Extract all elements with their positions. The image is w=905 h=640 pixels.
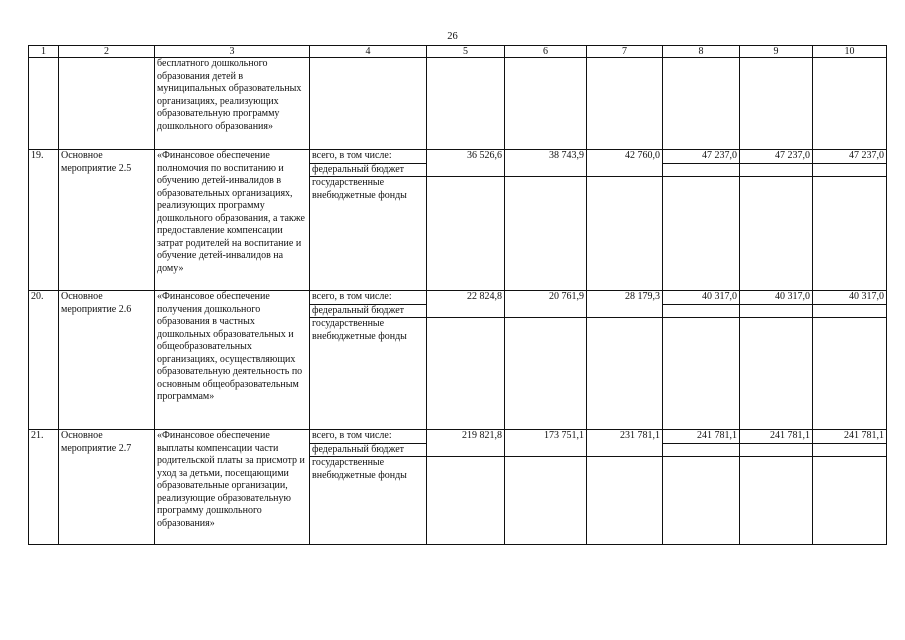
row-index: 21. (29, 430, 59, 545)
source-total: всего, в том числе: (310, 291, 427, 305)
source-offbudget: государственные внебюджетные фонды (310, 318, 427, 430)
column-header: 6 (505, 46, 587, 58)
column-header: 8 (663, 46, 740, 58)
column-header: 2 (59, 46, 155, 58)
source-offbudget: государственные внебюджетные фонды (310, 177, 427, 291)
table-cell (813, 304, 887, 318)
table-cell (505, 457, 587, 545)
row-description: «Финансовое обеспечение выплаты компенсации части родительской платы за присмотр и уход за детьми, посещающими образовательные организации, реализующие образовательную программу дошкольного образования» (155, 430, 310, 545)
row-description: «Финансовое обеспечение получения дошкольного образования в частных дошкольных образовательных и общеобразовательных организациях, осуществляющих образовательную деятельность по основным общеобразовательным программам» (155, 291, 310, 430)
column-header: 3 (155, 46, 310, 58)
value-cell: 173 751,1 (505, 430, 587, 457)
table-cell (663, 457, 740, 545)
table-cell (813, 318, 887, 430)
source-offbudget: государственные внебюджетные фонды (310, 457, 427, 545)
value-cell: 231 781,1 (587, 430, 663, 457)
table-cell (740, 177, 813, 291)
source-total: всего, в том числе: (310, 430, 427, 444)
value-cell: 36 526,6 (427, 150, 505, 177)
table-cell (427, 177, 505, 291)
value-cell: 42 760,0 (587, 150, 663, 177)
table-cell (310, 58, 427, 150)
value-cell: 20 761,9 (505, 291, 587, 318)
value-cell: 22 824,8 (427, 291, 505, 318)
value-cell: 219 821,8 (427, 430, 505, 457)
table-cell (505, 58, 587, 150)
table-cell (29, 58, 59, 150)
column-header: 10 (813, 46, 887, 58)
source-federal: федеральный бюджет (310, 443, 427, 457)
table-cell (587, 177, 663, 291)
page-number: 26 (447, 31, 458, 42)
value-cell: 47 237,0 (813, 150, 887, 164)
table-cell (505, 177, 587, 291)
value-cell: 241 781,1 (813, 430, 887, 444)
table-cell (587, 58, 663, 150)
row-index: 20. (29, 291, 59, 430)
value-cell: 241 781,1 (663, 430, 740, 444)
column-header: 9 (740, 46, 813, 58)
column-header: 4 (310, 46, 427, 58)
continuation-row (29, 58, 887, 150)
continuation-description: бесплатного дошкольного образования детей в муниципальных образовательных организациях, реализующих образовательную программу дошкольного образования» (155, 58, 310, 150)
table-cell (740, 304, 813, 318)
value-cell: 28 179,3 (587, 291, 663, 318)
value-cell: 241 781,1 (740, 430, 813, 444)
row-type: Основное мероприятие 2.7 (59, 430, 155, 545)
value-cell: 47 237,0 (740, 150, 813, 164)
table-cell (427, 58, 505, 150)
table-cell (505, 318, 587, 430)
table-cell (740, 163, 813, 177)
column-header: 7 (587, 46, 663, 58)
table-cell (740, 457, 813, 545)
table-cell (587, 318, 663, 430)
column-number-row (29, 46, 887, 58)
table-cell (587, 457, 663, 545)
table-cell (663, 58, 740, 150)
column-header: 5 (427, 46, 505, 58)
table-cell (663, 177, 740, 291)
row-type: Основное мероприятие 2.5 (59, 150, 155, 291)
source-federal: федеральный бюджет (310, 304, 427, 318)
table-cell (813, 457, 887, 545)
table-cell (740, 58, 813, 150)
table-cell (427, 457, 505, 545)
table-cell (740, 443, 813, 457)
source-total: всего, в том числе: (310, 150, 427, 164)
value-cell: 47 237,0 (663, 150, 740, 164)
row-index: 19. (29, 150, 59, 291)
value-cell: 38 743,9 (505, 150, 587, 177)
table-row (29, 430, 887, 444)
value-cell: 40 317,0 (663, 291, 740, 305)
table-cell (663, 318, 740, 430)
table-cell (813, 163, 887, 177)
table-cell (59, 58, 155, 150)
row-description: «Финансовое обеспечение полномочия по воспитанию и обучению детей-инвалидов в образовательных организациях, реализующих программу дошкольного образования, а также предоставление компенсации затрат родителей на воспитание и обучение детей-инвалидов на дому» (155, 150, 310, 291)
value-cell: 40 317,0 (740, 291, 813, 305)
table-cell (813, 58, 887, 150)
table-cell (740, 318, 813, 430)
table-cell (663, 443, 740, 457)
table-cell (663, 163, 740, 177)
table-cell (663, 304, 740, 318)
table-cell (427, 318, 505, 430)
budget-table (28, 45, 887, 545)
table-cell (813, 443, 887, 457)
value-cell: 40 317,0 (813, 291, 887, 305)
column-header: 1 (29, 46, 59, 58)
table-row (29, 150, 887, 164)
row-type: Основное мероприятие 2.6 (59, 291, 155, 430)
table-cell (813, 177, 887, 291)
table-row (29, 291, 887, 305)
source-federal: федеральный бюджет (310, 163, 427, 177)
